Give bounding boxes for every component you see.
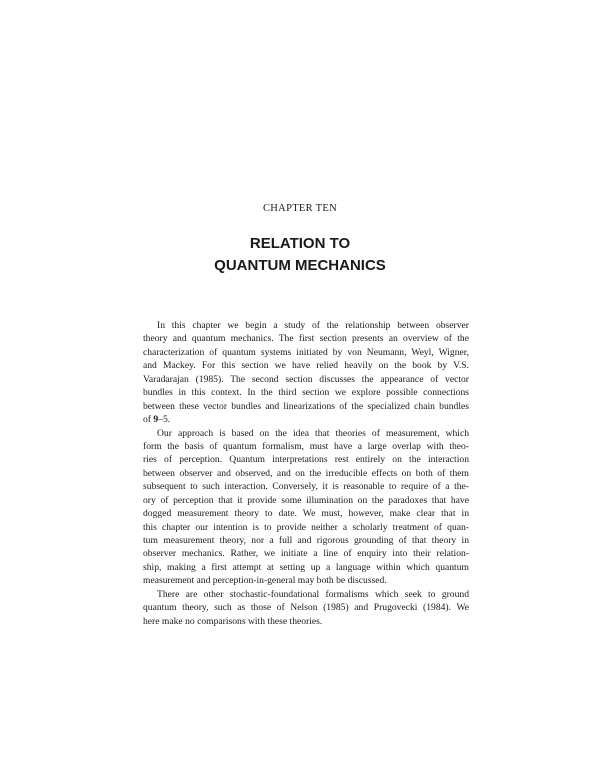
text-line: Our approach is based on the idea that theories of measurement, which [157, 427, 469, 439]
paragraph-2 [143, 427, 469, 588]
text-line: ship, making a first attempt at setting up a language within which quantum [143, 561, 469, 573]
text-line: and Mackey. For this section we have relied heavily on the book by V.S. [143, 360, 469, 372]
text-line: observer mechanics. Rather, we initiate a line of enquiry into their relation- [143, 548, 469, 560]
text-fragment: of [143, 414, 154, 426]
text-line: theory and quantum mechanics. The first section presents an overview of the [143, 333, 469, 345]
text-line: bundles in this context. In the third section we explore possible connections [143, 387, 469, 399]
chapter-title-line-2: QUANTUM MECHANICS [214, 257, 386, 274]
text-line: here make no comparisons with these theories. [143, 615, 323, 627]
section-reference: 9 [153, 414, 159, 426]
text-line: this chapter our intention is to provide neither a scholarly treatment of quan- [143, 521, 469, 533]
text-line: There are other stochastic-foundational formalisms which seek to ground [157, 588, 469, 600]
body-text [143, 319, 469, 628]
text-line: ory of perception that it provide some illumination on the paradoxes that have [143, 494, 469, 506]
text-fragment: –5. [158, 414, 171, 426]
text-line: In this chapter we begin a study of the relationship between observer [157, 320, 469, 331]
text-line: subsequent to such interaction. Conversely, it is reasonable to require of a the- [143, 481, 469, 493]
text-line: quantum theory, such as those of Nelson (1985) and Prugovecki (1984). We [143, 602, 469, 614]
text-line [143, 413, 469, 426]
text-line: ries of perception. Quantum interpretations rest entirely on the interaction [143, 454, 469, 466]
chapter-label: CHAPTER TEN [263, 203, 337, 214]
chapter-title-line-1: RELATION TO [249, 235, 351, 252]
text-line: form the basis of quantum formalism, must have a large overlap with theo- [143, 440, 469, 452]
text-line: Varadarajan (1985). The second section discusses the appearance of vector [143, 373, 469, 385]
text-line: measurement and perception-in-general may both be discussed. [143, 575, 387, 587]
paragraph-3 [143, 588, 469, 628]
text-line: between observer and observed, and on the irreducible effects on both of them [143, 467, 469, 479]
text-line: between these vector bundles and linearizations of the specialized chain bundles [143, 400, 469, 412]
text-line: characterization of quantum systems initiated by von Neumann, Weyl, Wigner, [143, 346, 469, 358]
paragraph-1 [143, 319, 469, 427]
chapter-title [0, 233, 600, 277]
text-line: tum measurement theory, nor a full and rigorous grounding of that theory in [143, 535, 469, 546]
text-line: dogged measurement theory to date. We must, however, make clear that in [143, 508, 469, 520]
